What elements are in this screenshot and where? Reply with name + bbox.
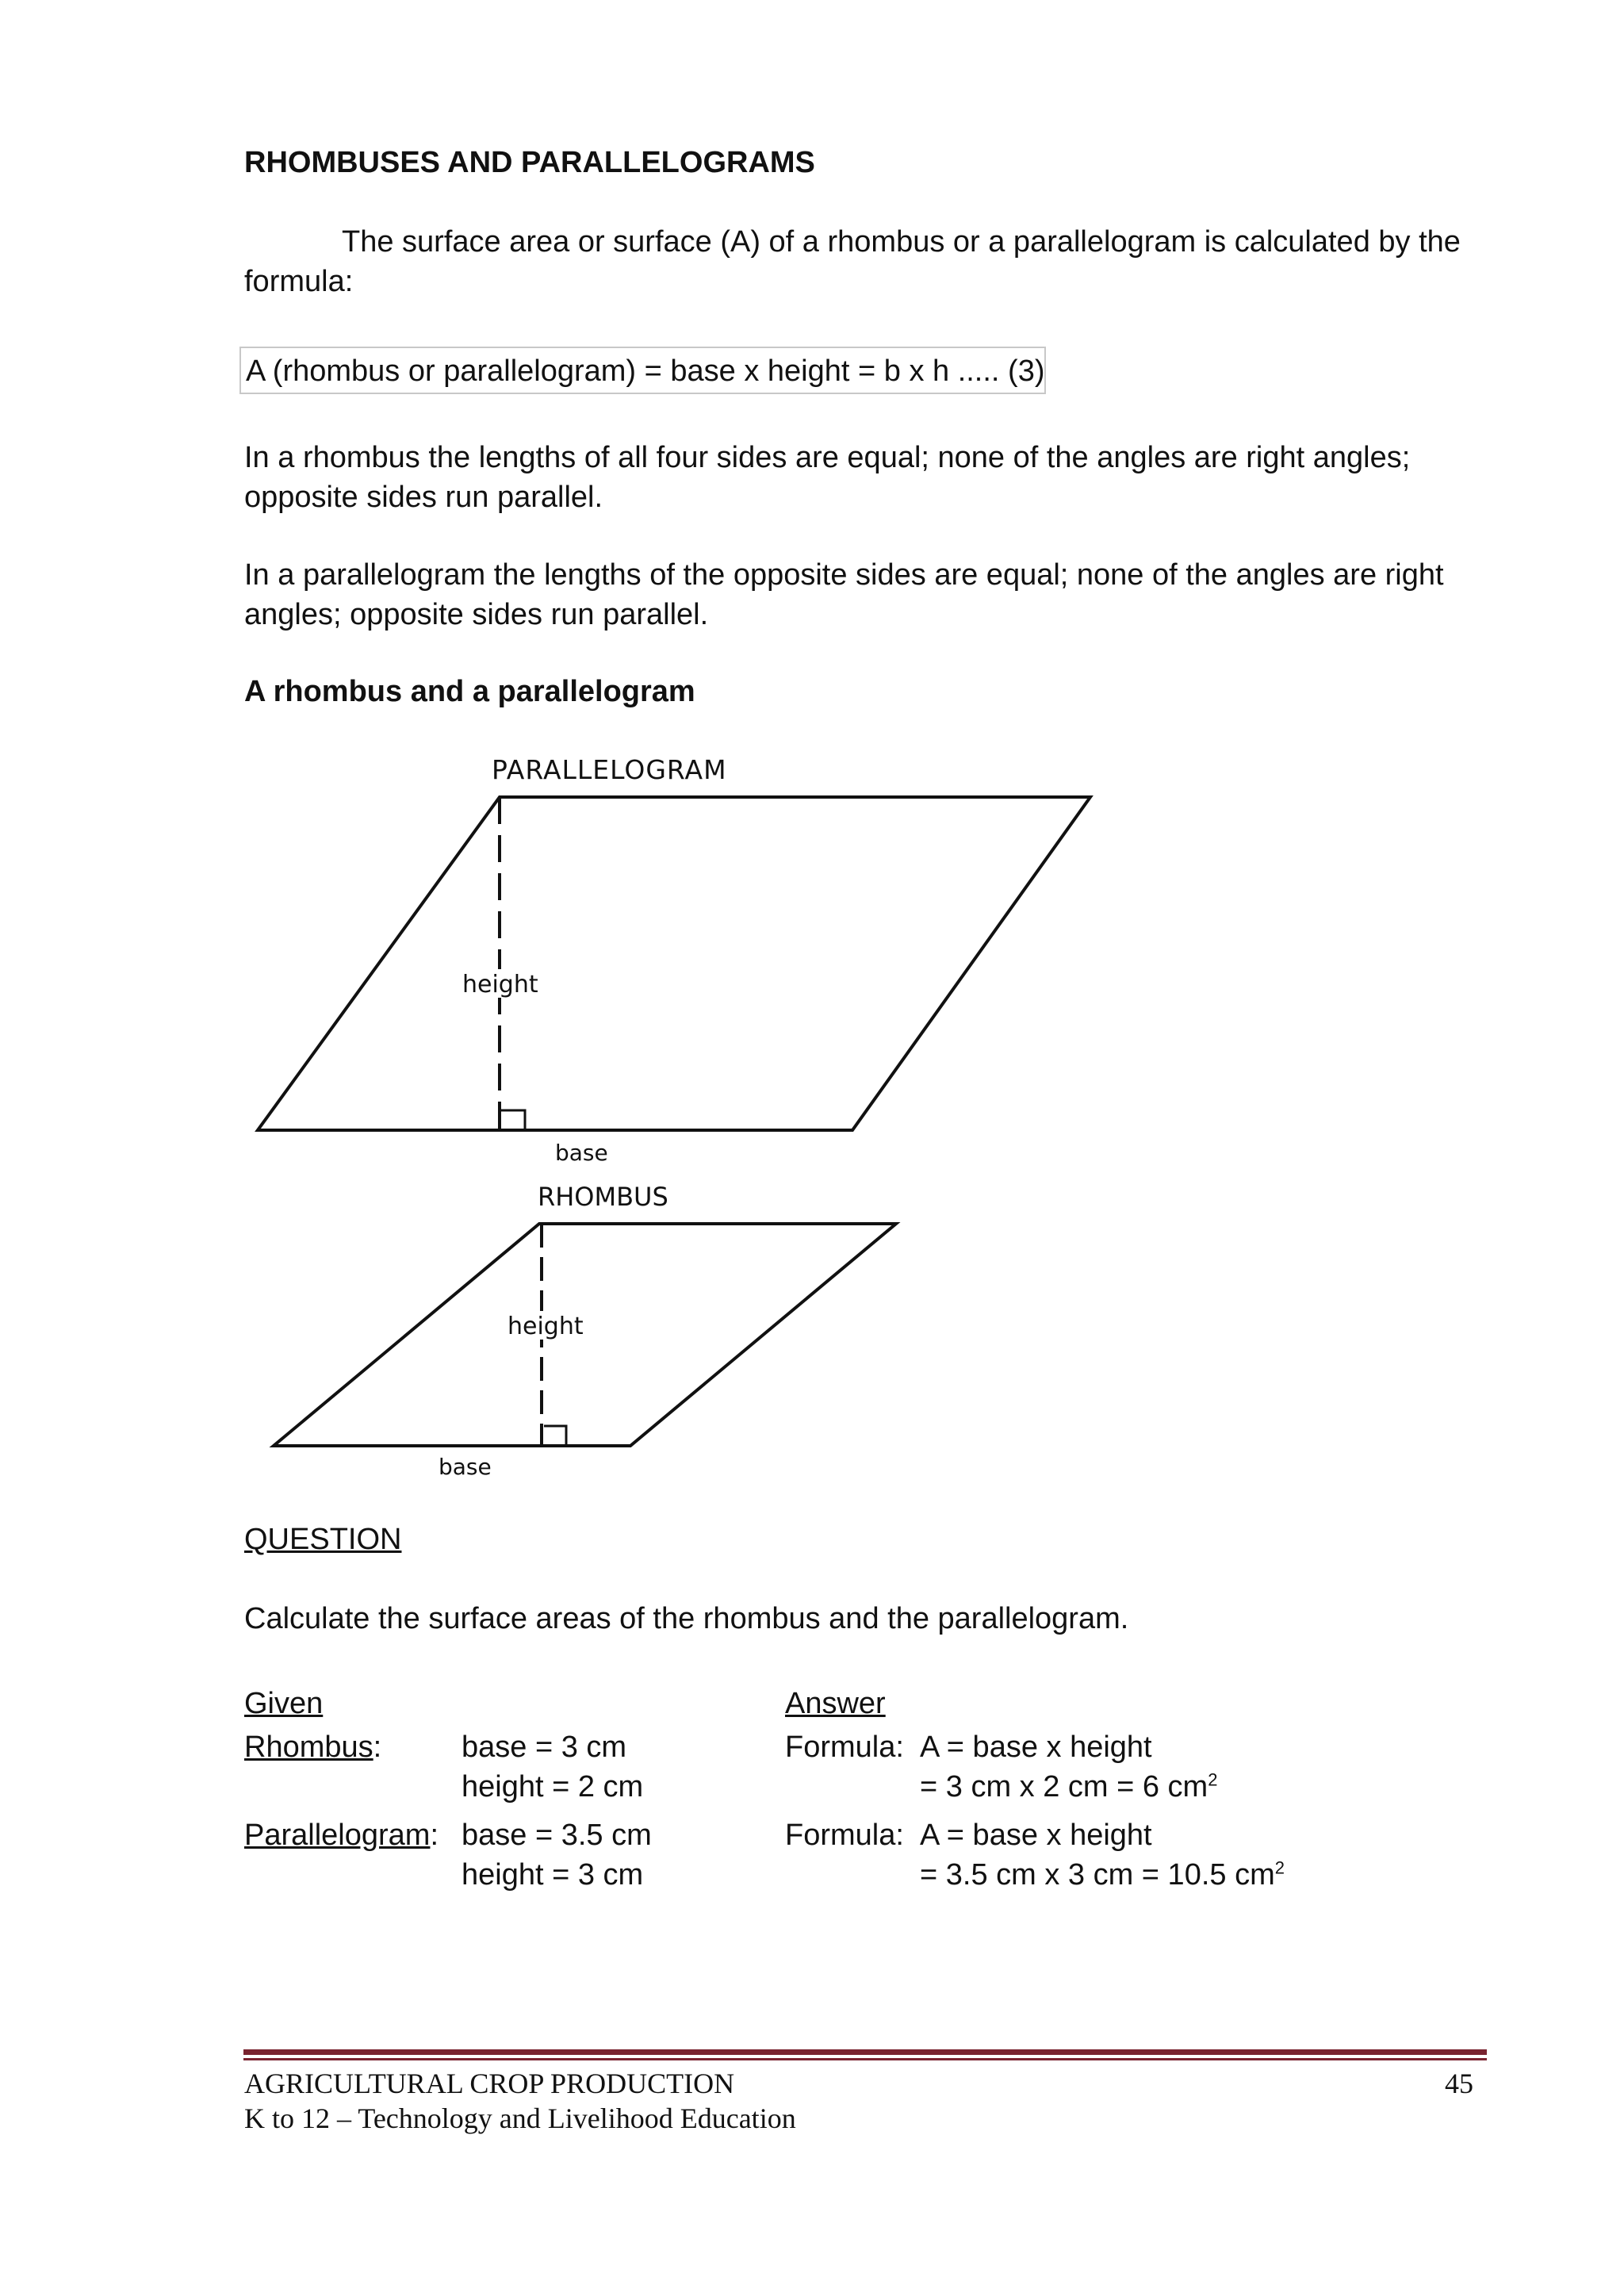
parallelogram-formula-label: Formula:: [785, 1819, 904, 1852]
parallelogram-base-label: base: [555, 1140, 608, 1166]
parallelogram-formula: A = base x height: [920, 1819, 1152, 1852]
parallelogram-height-label: height: [462, 971, 538, 999]
section-title: RHOMBUSES AND PARALLELOGRAMS: [244, 146, 815, 179]
parallelogram-given-base: base = 3.5 cm: [462, 1819, 652, 1852]
parallelogram-calculation: = 3.5 cm x 3 cm = 10.5 $cm^2$: [920, 1857, 1285, 1892]
parallelogram-diagram: [258, 754, 1090, 1166]
parallelogram-definition-line-1: In a parallelogram the lengths of the opposite sides are equal; none of the angles are right: [244, 558, 1444, 592]
rhombus-label: RHOMBUS: [538, 1182, 668, 1212]
question-text: Calculate the surface areas of the rhombus and the parallelogram.: [244, 1602, 1129, 1635]
intro-line-1: The surface area or surface (A) of a rhombus or a parallelogram is calculated by the: [342, 225, 1461, 259]
footer-subtitle: K to 12 – Technology and Livelihood Education: [244, 2102, 796, 2134]
rhombus-formula-label: Formula:: [785, 1731, 904, 1764]
formula-box: A (rhombus or parallelogram) = base x height = b x h ..... (3): [239, 347, 1046, 394]
intro-line-2: formula:: [244, 265, 354, 298]
rhombus-given-height: height = 2 cm: [462, 1770, 644, 1803]
given-heading: Given: [244, 1687, 324, 1720]
rhombus-definition-line-2: opposite sides run parallel.: [244, 481, 603, 514]
rhombus-shape: [274, 1224, 896, 1446]
rhombus-right-angle-mark: [544, 1426, 566, 1446]
table-row-rhombus-shape: Rhombus:: [244, 1731, 382, 1764]
rhombus-base-label: base: [439, 1454, 492, 1480]
rhombus-diagram: [274, 1182, 896, 1480]
table-row-parallelogram-shape: Parallelogram:: [244, 1819, 439, 1852]
rhombus-definition-line-1: In a rhombus the lengths of all four sides are equal; none of the angles are right angles;: [244, 441, 1411, 474]
footer-rule-thick: [243, 2049, 1487, 2055]
parallelogram-definition-line-2: angles; opposite sides run parallel.: [244, 598, 709, 631]
footer-rule-thin: [243, 2058, 1487, 2060]
figure-heading: A rhombus and a parallelogram: [244, 675, 695, 708]
parallelogram-label: PARALLELOGRAM: [492, 754, 727, 785]
page-number: 45: [1445, 2068, 1473, 2099]
question-heading: QUESTION: [244, 1523, 402, 1556]
parallelogram-given-height: height = 3 cm: [462, 1858, 644, 1892]
answer-heading: Answer: [785, 1687, 886, 1720]
parallelogram-right-angle-mark: [501, 1110, 525, 1130]
rhombus-calculation: = 3 cm x 2 cm = 6 $cm^2$: [920, 1769, 1218, 1803]
rhombus-height-label: height: [508, 1313, 584, 1340]
parallelogram-shape: [258, 797, 1090, 1130]
footer-title: AGRICULTURAL CROP PRODUCTION: [244, 2068, 735, 2099]
rhombus-given-base: base = 3 cm: [462, 1731, 627, 1764]
rhombus-formula: A = base x height: [920, 1731, 1152, 1764]
